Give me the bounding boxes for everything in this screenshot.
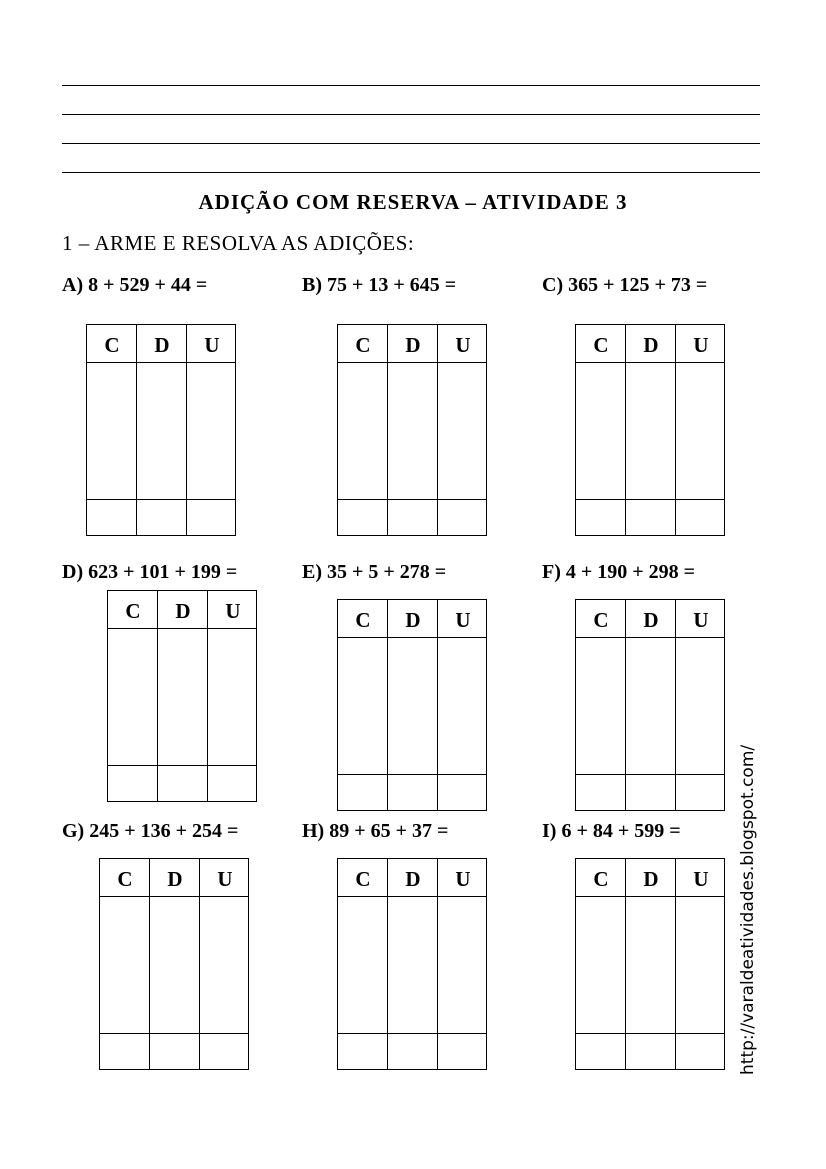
column-header-d: D: [643, 867, 659, 891]
problem-a-label: A) 8 + 529 + 44 =: [62, 274, 208, 296]
problem-b-label: B) 75 + 13 + 645 =: [302, 274, 457, 296]
column-header-u: U: [693, 333, 709, 357]
problem-f-label: F) 4 + 190 + 298 =: [542, 561, 696, 583]
column-header-u: U: [204, 333, 220, 357]
column-header-u: U: [693, 867, 709, 891]
column-header-d: D: [175, 599, 191, 623]
problem-d-label: D) 623 + 101 + 199 =: [62, 561, 238, 583]
column-header-c: C: [355, 867, 371, 891]
writing-line-2: [62, 114, 760, 115]
column-header-c: C: [104, 333, 120, 357]
instruction-text: 1 – ARME E RESOLVA AS ADIÇÕES:: [62, 231, 415, 255]
place-value-grid-i: [575, 858, 725, 1070]
page-title: ADIÇÃO COM RESERVA – ATIVIDADE 3: [198, 190, 628, 214]
column-header-c: C: [593, 608, 609, 632]
column-header-d: D: [154, 333, 170, 357]
place-value-grid-h: [337, 858, 487, 1070]
column-header-d: D: [405, 333, 421, 357]
column-header-u: U: [217, 867, 233, 891]
column-header-c: C: [117, 867, 133, 891]
column-header-d: D: [167, 867, 183, 891]
column-header-c: C: [593, 867, 609, 891]
column-header-d: D: [643, 333, 659, 357]
place-value-grid-d: [107, 590, 257, 802]
column-header-u: U: [455, 608, 471, 632]
column-header-c: C: [593, 333, 609, 357]
column-header-d: D: [643, 608, 659, 632]
place-value-grid-c: [575, 324, 725, 536]
place-value-grid-g: [99, 858, 249, 1070]
place-value-grid-f: [575, 599, 725, 811]
place-value-grid-b: [337, 324, 487, 536]
problem-e-label: E) 35 + 5 + 278 =: [302, 561, 447, 583]
writing-line-1: [62, 85, 760, 86]
writing-line-3: [62, 143, 760, 144]
column-header-u: U: [455, 867, 471, 891]
website-url: http://varaldeatividades.blogspot.com/: [738, 744, 758, 1075]
problem-i-label: I) 6 + 84 + 599 =: [542, 820, 681, 842]
column-header-c: C: [355, 608, 371, 632]
column-header-u: U: [225, 599, 241, 623]
place-value-grid-e: [337, 599, 487, 811]
column-header-u: U: [455, 333, 471, 357]
column-header-u: U: [693, 608, 709, 632]
problem-h-label: H) 89 + 65 + 37 =: [302, 820, 449, 842]
column-header-d: D: [405, 867, 421, 891]
column-header-c: C: [355, 333, 371, 357]
column-header-d: D: [405, 608, 421, 632]
column-header-c: C: [125, 599, 141, 623]
problem-g-label: G) 245 + 136 + 254 =: [62, 820, 239, 842]
writing-line-4: [62, 172, 760, 173]
place-value-grid-a: [86, 324, 236, 536]
problem-c-label: C) 365 + 125 + 73 =: [542, 274, 708, 296]
